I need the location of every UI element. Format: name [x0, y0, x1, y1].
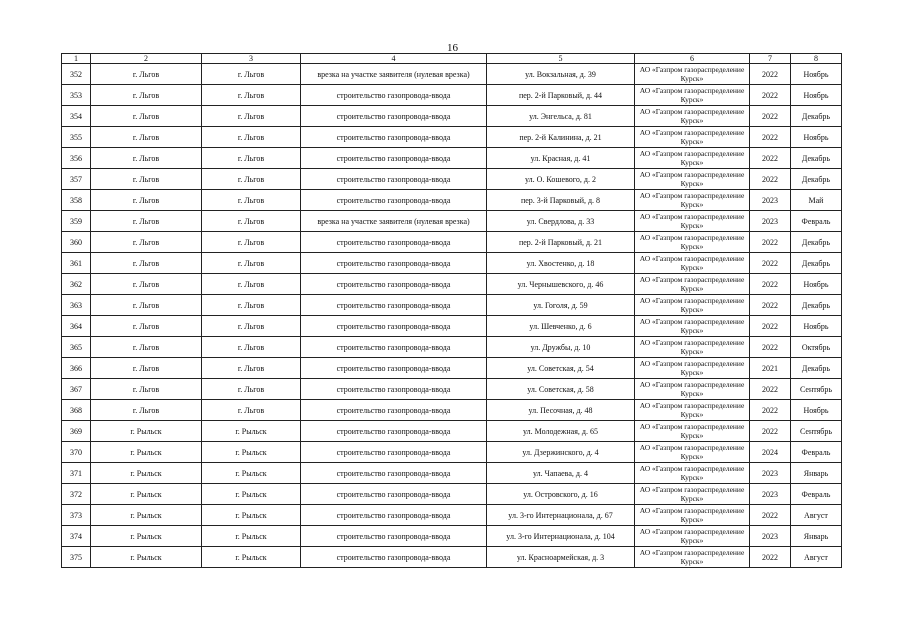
- table-row: [62, 106, 842, 127]
- table-row: [62, 337, 842, 358]
- year-cell: 2022: [750, 316, 791, 337]
- page-number: 16: [447, 42, 458, 54]
- month-cell: Декабрь: [791, 106, 842, 127]
- district-cell: г. Рыльск: [91, 484, 202, 505]
- year-cell: 2022: [750, 400, 791, 421]
- district-cell: г. Льгов: [91, 127, 202, 148]
- row-number-cell: 373: [62, 505, 91, 526]
- district-cell: г. Рыльск: [91, 547, 202, 568]
- column-header: 6: [635, 54, 750, 64]
- work-type-cell: строительство газопровода-ввода: [301, 337, 487, 358]
- row-number-cell: 353: [62, 85, 91, 106]
- address-cell: пер. 2-й Парковый, д. 44: [487, 85, 635, 106]
- year-cell: 2024: [750, 442, 791, 463]
- work-type-cell: строительство газопровода-ввода: [301, 316, 487, 337]
- year-cell: 2023: [750, 211, 791, 232]
- month-cell: Декабрь: [791, 253, 842, 274]
- settlement-cell: г. Рыльск: [202, 526, 301, 547]
- contractor-cell: АО «Газпром газораспределение Курск»: [635, 442, 750, 463]
- settlement-cell: г. Льгов: [202, 274, 301, 295]
- address-cell: ул. Чапаева, д. 4: [487, 463, 635, 484]
- table-row: [62, 484, 842, 505]
- work-type-cell: строительство газопровода-ввода: [301, 232, 487, 253]
- settlement-cell: г. Льгов: [202, 337, 301, 358]
- year-cell: 2023: [750, 190, 791, 211]
- district-cell: г. Льгов: [91, 358, 202, 379]
- address-cell: ул. Дружбы, д. 10: [487, 337, 635, 358]
- contractor-cell: АО «Газпром газораспределение Курск»: [635, 106, 750, 127]
- contractor-cell: АО «Газпром газораспределение Курск»: [635, 295, 750, 316]
- work-type-cell: строительство газопровода-ввода: [301, 463, 487, 484]
- contractor-cell: АО «Газпром газораспределение Курск»: [635, 190, 750, 211]
- district-cell: г. Рыльск: [91, 526, 202, 547]
- contractor-cell: АО «Газпром газораспределение Курск»: [635, 64, 750, 85]
- month-cell: Февраль: [791, 484, 842, 505]
- table-row: [62, 463, 842, 484]
- contractor-cell: АО «Газпром газораспределение Курск»: [635, 274, 750, 295]
- row-number-cell: 355: [62, 127, 91, 148]
- month-cell: Декабрь: [791, 295, 842, 316]
- table-row: [62, 253, 842, 274]
- district-cell: г. Льгов: [91, 316, 202, 337]
- table-row: [62, 316, 842, 337]
- row-number-cell: 359: [62, 211, 91, 232]
- contractor-cell: АО «Газпром газораспределение Курск»: [635, 316, 750, 337]
- address-cell: ул. Советская, д. 58: [487, 379, 635, 400]
- table-row: [62, 505, 842, 526]
- settlement-cell: г. Льгов: [202, 253, 301, 274]
- district-cell: г. Льгов: [91, 85, 202, 106]
- settlement-cell: г. Льгов: [202, 85, 301, 106]
- year-cell: 2022: [750, 232, 791, 253]
- address-cell: ул. Чернышевского, д. 46: [487, 274, 635, 295]
- year-cell: 2023: [750, 463, 791, 484]
- work-type-cell: врезка на участке заявителя (нулевая врезка): [301, 64, 487, 85]
- year-cell: 2022: [750, 253, 791, 274]
- month-cell: Сентябрь: [791, 421, 842, 442]
- district-cell: г. Льгов: [91, 295, 202, 316]
- row-number-cell: 367: [62, 379, 91, 400]
- settlement-cell: г. Рыльск: [202, 463, 301, 484]
- table-row: [62, 547, 842, 568]
- row-number-cell: 365: [62, 337, 91, 358]
- address-cell: ул. Свердлова, д. 33: [487, 211, 635, 232]
- month-cell: Ноябрь: [791, 316, 842, 337]
- year-cell: 2022: [750, 379, 791, 400]
- district-cell: г. Льгов: [91, 274, 202, 295]
- work-type-cell: строительство газопровода-ввода: [301, 190, 487, 211]
- month-cell: Ноябрь: [791, 400, 842, 421]
- year-cell: 2022: [750, 337, 791, 358]
- contractor-cell: АО «Газпром газораспределение Курск»: [635, 484, 750, 505]
- row-number-cell: 357: [62, 169, 91, 190]
- row-number-cell: 362: [62, 274, 91, 295]
- district-cell: г. Льгов: [91, 169, 202, 190]
- table-row: [62, 64, 842, 85]
- address-cell: ул. 3-го Интернационала, д. 104: [487, 526, 635, 547]
- district-cell: г. Рыльск: [91, 505, 202, 526]
- month-cell: Май: [791, 190, 842, 211]
- contractor-cell: АО «Газпром газораспределение Курск»: [635, 169, 750, 190]
- address-cell: ул. Хвостенко, д. 18: [487, 253, 635, 274]
- year-cell: 2022: [750, 64, 791, 85]
- district-cell: г. Льгов: [91, 190, 202, 211]
- work-type-cell: строительство газопровода-ввода: [301, 442, 487, 463]
- address-cell: ул. 3-го Интернационала, д. 67: [487, 505, 635, 526]
- table-row: [62, 232, 842, 253]
- table-row: [62, 169, 842, 190]
- table-row: [62, 274, 842, 295]
- work-type-cell: строительство газопровода-ввода: [301, 505, 487, 526]
- contractor-cell: АО «Газпром газораспределение Курск»: [635, 547, 750, 568]
- table-row: [62, 400, 842, 421]
- settlement-cell: г. Льгов: [202, 358, 301, 379]
- table-header-row: [62, 54, 842, 64]
- address-cell: пер. 3-й Парковый, д. 8: [487, 190, 635, 211]
- settlement-cell: г. Льгов: [202, 232, 301, 253]
- contractor-cell: АО «Газпром газораспределение Курск»: [635, 526, 750, 547]
- district-cell: г. Рыльск: [91, 463, 202, 484]
- address-cell: пер. 2-й Парковый, д. 21: [487, 232, 635, 253]
- settlement-cell: г. Льгов: [202, 316, 301, 337]
- column-header: 1: [62, 54, 91, 64]
- work-type-cell: строительство газопровода-ввода: [301, 295, 487, 316]
- district-cell: г. Льгов: [91, 64, 202, 85]
- table-row: [62, 85, 842, 106]
- month-cell: Декабрь: [791, 148, 842, 169]
- row-number-cell: 375: [62, 547, 91, 568]
- month-cell: Январь: [791, 463, 842, 484]
- column-header: 8: [791, 54, 842, 64]
- table-row: [62, 190, 842, 211]
- settlement-cell: г. Рыльск: [202, 421, 301, 442]
- contractor-cell: АО «Газпром газораспределение Курск»: [635, 337, 750, 358]
- month-cell: Август: [791, 547, 842, 568]
- column-header: 2: [91, 54, 202, 64]
- work-type-cell: строительство газопровода-ввода: [301, 358, 487, 379]
- work-type-cell: строительство газопровода-ввода: [301, 148, 487, 169]
- year-cell: 2022: [750, 85, 791, 106]
- work-type-cell: строительство газопровода-ввода: [301, 379, 487, 400]
- settlement-cell: г. Льгов: [202, 295, 301, 316]
- contractor-cell: АО «Газпром газораспределение Курск»: [635, 379, 750, 400]
- month-cell: Февраль: [791, 442, 842, 463]
- address-cell: пер. 2-й Калинина, д. 21: [487, 127, 635, 148]
- work-type-cell: строительство газопровода-ввода: [301, 127, 487, 148]
- contractor-cell: АО «Газпром газораспределение Курск»: [635, 232, 750, 253]
- month-cell: Сентябрь: [791, 379, 842, 400]
- year-cell: 2022: [750, 127, 791, 148]
- work-type-cell: строительство газопровода-ввода: [301, 169, 487, 190]
- month-cell: Декабрь: [791, 358, 842, 379]
- address-cell: ул. Молодежная, д. 65: [487, 421, 635, 442]
- row-number-cell: 354: [62, 106, 91, 127]
- address-cell: ул. Советская, д. 54: [487, 358, 635, 379]
- table-row: [62, 148, 842, 169]
- table-row: [62, 526, 842, 547]
- year-cell: 2023: [750, 526, 791, 547]
- contractor-cell: АО «Газпром газораспределение Курск»: [635, 253, 750, 274]
- settlement-cell: г. Льгов: [202, 148, 301, 169]
- settlement-cell: г. Льгов: [202, 211, 301, 232]
- work-type-cell: строительство газопровода-ввода: [301, 421, 487, 442]
- address-cell: ул. Дзержинского, д. 4: [487, 442, 635, 463]
- row-number-cell: 364: [62, 316, 91, 337]
- year-cell: 2022: [750, 421, 791, 442]
- address-cell: ул. Гоголя, д. 59: [487, 295, 635, 316]
- district-cell: г. Рыльск: [91, 421, 202, 442]
- work-type-cell: врезка на участке заявителя (нулевая врезка): [301, 211, 487, 232]
- address-cell: ул. Красноармейская, д. 3: [487, 547, 635, 568]
- row-number-cell: 372: [62, 484, 91, 505]
- row-number-cell: 361: [62, 253, 91, 274]
- contractor-cell: АО «Газпром газораспределение Курск»: [635, 148, 750, 169]
- row-number-cell: 358: [62, 190, 91, 211]
- contractor-cell: АО «Газпром газораспределение Курск»: [635, 85, 750, 106]
- year-cell: 2021: [750, 358, 791, 379]
- month-cell: Август: [791, 505, 842, 526]
- month-cell: Декабрь: [791, 232, 842, 253]
- table-body: [62, 64, 842, 568]
- year-cell: 2022: [750, 148, 791, 169]
- settlement-cell: г. Льгов: [202, 106, 301, 127]
- row-number-cell: 370: [62, 442, 91, 463]
- table-row: [62, 379, 842, 400]
- table-row: [62, 358, 842, 379]
- row-number-cell: 374: [62, 526, 91, 547]
- year-cell: 2022: [750, 274, 791, 295]
- month-cell: Декабрь: [791, 169, 842, 190]
- work-type-cell: строительство газопровода-ввода: [301, 253, 487, 274]
- month-cell: Ноябрь: [791, 274, 842, 295]
- row-number-cell: 363: [62, 295, 91, 316]
- settlement-cell: г. Рыльск: [202, 484, 301, 505]
- year-cell: 2022: [750, 106, 791, 127]
- district-cell: г. Льгов: [91, 211, 202, 232]
- district-cell: г. Рыльск: [91, 442, 202, 463]
- district-cell: г. Льгов: [91, 148, 202, 169]
- data-table: [61, 53, 842, 568]
- column-header: 7: [750, 54, 791, 64]
- column-header: 3: [202, 54, 301, 64]
- settlement-cell: г. Льгов: [202, 190, 301, 211]
- contractor-cell: АО «Газпром газораспределение Курск»: [635, 421, 750, 442]
- contractor-cell: АО «Газпром газораспределение Курск»: [635, 463, 750, 484]
- work-type-cell: строительство газопровода-ввода: [301, 484, 487, 505]
- work-type-cell: строительство газопровода-ввода: [301, 106, 487, 127]
- address-cell: ул. Красная, д. 41: [487, 148, 635, 169]
- settlement-cell: г. Льгов: [202, 127, 301, 148]
- row-number-cell: 360: [62, 232, 91, 253]
- table-row: [62, 127, 842, 148]
- address-cell: ул. Энгельса, д. 81: [487, 106, 635, 127]
- work-type-cell: строительство газопровода-ввода: [301, 526, 487, 547]
- month-cell: Ноябрь: [791, 85, 842, 106]
- settlement-cell: г. Льгов: [202, 400, 301, 421]
- contractor-cell: АО «Газпром газораспределение Курск»: [635, 505, 750, 526]
- column-header: 5: [487, 54, 635, 64]
- district-cell: г. Льгов: [91, 400, 202, 421]
- row-number-cell: 352: [62, 64, 91, 85]
- settlement-cell: г. Рыльск: [202, 547, 301, 568]
- address-cell: ул. Вокзальная, д. 39: [487, 64, 635, 85]
- year-cell: 2022: [750, 169, 791, 190]
- district-cell: г. Льгов: [91, 337, 202, 358]
- table-row: [62, 295, 842, 316]
- address-cell: ул. Островского, д. 16: [487, 484, 635, 505]
- work-type-cell: строительство газопровода-ввода: [301, 547, 487, 568]
- row-number-cell: 366: [62, 358, 91, 379]
- month-cell: Ноябрь: [791, 64, 842, 85]
- district-cell: г. Льгов: [91, 253, 202, 274]
- row-number-cell: 356: [62, 148, 91, 169]
- row-number-cell: 369: [62, 421, 91, 442]
- work-type-cell: строительство газопровода-ввода: [301, 85, 487, 106]
- year-cell: 2022: [750, 547, 791, 568]
- address-cell: ул. О. Кошевого, д. 2: [487, 169, 635, 190]
- settlement-cell: г. Льгов: [202, 379, 301, 400]
- table-row: [62, 421, 842, 442]
- work-type-cell: строительство газопровода-ввода: [301, 400, 487, 421]
- month-cell: Февраль: [791, 211, 842, 232]
- table-row: [62, 211, 842, 232]
- district-cell: г. Льгов: [91, 232, 202, 253]
- table-row: [62, 442, 842, 463]
- contractor-cell: АО «Газпром газораспределение Курск»: [635, 127, 750, 148]
- row-number-cell: 371: [62, 463, 91, 484]
- district-cell: г. Льгов: [91, 106, 202, 127]
- contractor-cell: АО «Газпром газораспределение Курск»: [635, 358, 750, 379]
- address-cell: ул. Шевченко, д. 6: [487, 316, 635, 337]
- settlement-cell: г. Рыльск: [202, 442, 301, 463]
- year-cell: 2023: [750, 484, 791, 505]
- settlement-cell: г. Льгов: [202, 64, 301, 85]
- address-cell: ул. Песочная, д. 48: [487, 400, 635, 421]
- column-header: 4: [301, 54, 487, 64]
- district-cell: г. Льгов: [91, 379, 202, 400]
- row-number-cell: 368: [62, 400, 91, 421]
- month-cell: Октябрь: [791, 337, 842, 358]
- contractor-cell: АО «Газпром газораспределение Курск»: [635, 211, 750, 232]
- month-cell: Ноябрь: [791, 127, 842, 148]
- work-type-cell: строительство газопровода-ввода: [301, 274, 487, 295]
- settlement-cell: г. Льгов: [202, 169, 301, 190]
- month-cell: Январь: [791, 526, 842, 547]
- year-cell: 2022: [750, 505, 791, 526]
- contractor-cell: АО «Газпром газораспределение Курск»: [635, 400, 750, 421]
- settlement-cell: г. Рыльск: [202, 505, 301, 526]
- year-cell: 2022: [750, 295, 791, 316]
